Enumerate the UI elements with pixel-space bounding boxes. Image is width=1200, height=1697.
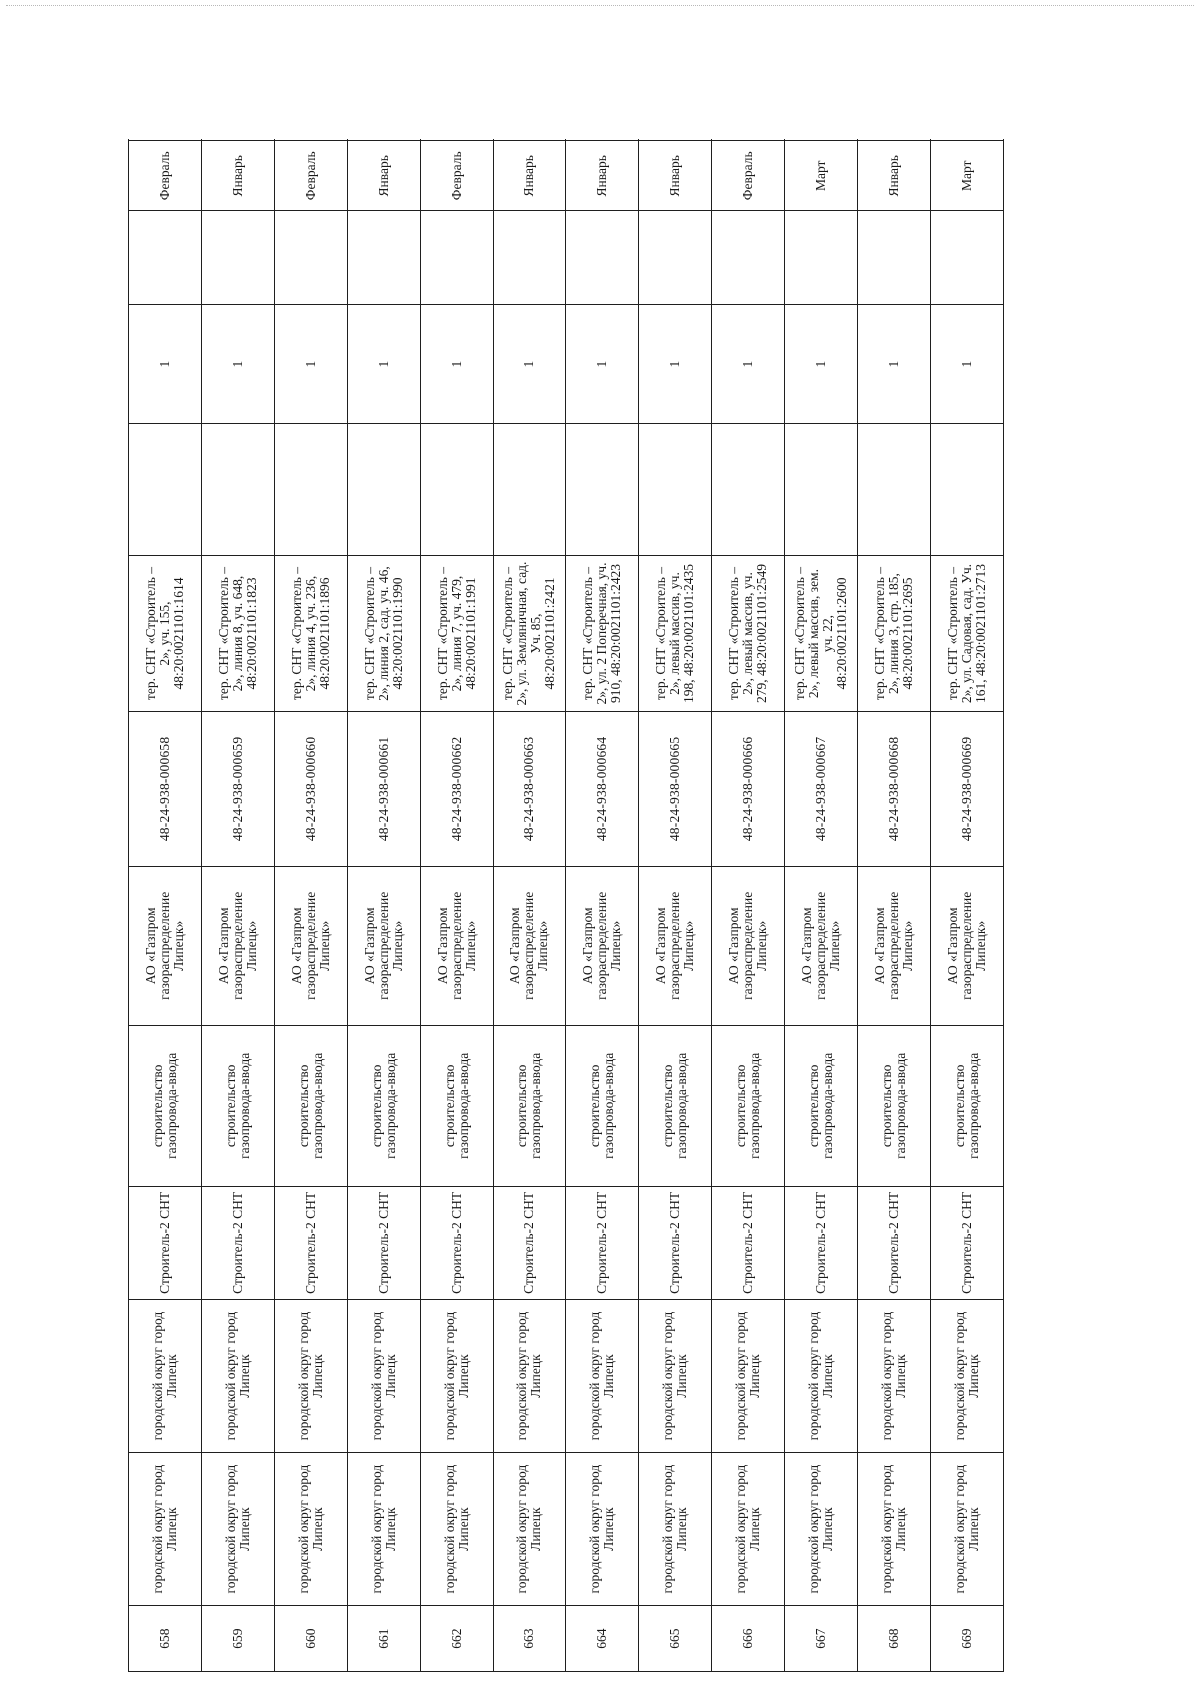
district-cell: городской округ город Липецк bbox=[201, 1453, 274, 1606]
work-type-cell: строительство газопровода-ввода bbox=[930, 1025, 1003, 1186]
work-type-cell: строительство газопровода-ввода bbox=[129, 1025, 202, 1186]
row-number-cell: 664 bbox=[566, 1606, 639, 1672]
row-number-cell: 662 bbox=[420, 1606, 493, 1672]
object-code-cell: 48-24-938-000663 bbox=[493, 712, 566, 867]
table-row bbox=[639, 141, 712, 1672]
row-number-cell: 660 bbox=[274, 1606, 347, 1672]
work-type-cell: строительство газопровода-ввода bbox=[493, 1025, 566, 1186]
settlement-cell: городской округ город Липецк bbox=[785, 1299, 858, 1452]
address-cell: тер. СНТ «Строитель – 2», ул. Земляничная, сад. Уч. 85, 48:20:0021101:2421 bbox=[493, 555, 566, 711]
quantity-cell: 1 bbox=[493, 304, 566, 423]
row-number-cell: 665 bbox=[639, 1606, 712, 1672]
table-row bbox=[858, 141, 931, 1672]
month-cell: Январь bbox=[493, 141, 566, 211]
organization-cell: АО «Газпром газораспределение Липецк» bbox=[712, 866, 785, 1025]
month-cell: Январь bbox=[201, 141, 274, 211]
table-row bbox=[129, 141, 202, 1672]
quantity-cell: 1 bbox=[347, 304, 420, 423]
empty-cell bbox=[930, 424, 1003, 556]
organization-cell: АО «Газпром газораспределение Липецк» bbox=[201, 866, 274, 1025]
empty-cell bbox=[129, 211, 202, 304]
empty-cell bbox=[129, 424, 202, 556]
organization-cell: АО «Газпром газораспределение Липецк» bbox=[639, 866, 712, 1025]
district-cell: городской округ город Липецк bbox=[274, 1453, 347, 1606]
work-type-cell: строительство газопровода-ввода bbox=[347, 1025, 420, 1186]
settlement-cell: городской округ город Липецк bbox=[201, 1299, 274, 1452]
locality-cell: Строитель-2 СНТ bbox=[274, 1186, 347, 1299]
work-type-cell: строительство газопровода-ввода bbox=[712, 1025, 785, 1186]
table-row bbox=[930, 141, 1003, 1672]
district-cell: городской округ город Липецк bbox=[858, 1453, 931, 1606]
gas-connection-register-table bbox=[128, 140, 1004, 1672]
month-cell: Март bbox=[930, 141, 1003, 211]
month-cell: Февраль bbox=[129, 141, 202, 211]
address-cell: тер. СНТ «Строитель – 2», уч. 155, 48:20:0021101:1614 bbox=[129, 555, 202, 711]
object-code-cell: 48-24-938-000661 bbox=[347, 712, 420, 867]
quantity-cell: 1 bbox=[858, 304, 931, 423]
organization-cell: АО «Газпром газораспределение Липецк» bbox=[274, 866, 347, 1025]
empty-cell bbox=[566, 424, 639, 556]
quantity-cell: 1 bbox=[930, 304, 1003, 423]
empty-cell bbox=[201, 211, 274, 304]
empty-cell bbox=[420, 424, 493, 556]
table-row bbox=[201, 141, 274, 1672]
work-type-cell: строительство газопровода-ввода bbox=[785, 1025, 858, 1186]
locality-cell: Строитель-2 СНТ bbox=[201, 1186, 274, 1299]
locality-cell: Строитель-2 СНТ bbox=[129, 1186, 202, 1299]
object-code-cell: 48-24-938-000662 bbox=[420, 712, 493, 867]
work-type-cell: строительство газопровода-ввода bbox=[201, 1025, 274, 1186]
object-code-cell: 48-24-938-000658 bbox=[129, 712, 202, 867]
empty-cell bbox=[493, 424, 566, 556]
settlement-cell: городской округ город Липецк bbox=[930, 1299, 1003, 1452]
month-cell: Февраль bbox=[420, 141, 493, 211]
table-row bbox=[274, 141, 347, 1672]
settlement-cell: городской округ город Липецк bbox=[129, 1299, 202, 1452]
settlement-cell: городской округ город Липецк bbox=[712, 1299, 785, 1452]
row-number-cell: 663 bbox=[493, 1606, 566, 1672]
address-cell: тер. СНТ «Строитель – 2», линия 8, уч. 648, 48:20:0021101:1823 bbox=[201, 555, 274, 711]
month-cell: Январь bbox=[566, 141, 639, 211]
month-cell: Февраль bbox=[274, 141, 347, 211]
table-row bbox=[566, 141, 639, 1672]
settlement-cell: городской округ город Липецк bbox=[274, 1299, 347, 1452]
empty-cell bbox=[712, 424, 785, 556]
work-type-cell: строительство газопровода-ввода bbox=[274, 1025, 347, 1186]
settlement-cell: городской округ город Липецк bbox=[639, 1299, 712, 1452]
object-code-cell: 48-24-938-000659 bbox=[201, 712, 274, 867]
empty-cell bbox=[712, 211, 785, 304]
empty-cell bbox=[785, 211, 858, 304]
object-code-cell: 48-24-938-000669 bbox=[930, 712, 1003, 867]
locality-cell: Строитель-2 СНТ bbox=[420, 1186, 493, 1299]
address-cell: тер. СНТ «Строитель – 2», левый массив, уч. 279, 48:20:0021101:2549 bbox=[712, 555, 785, 711]
row-number-cell: 668 bbox=[858, 1606, 931, 1672]
quantity-cell: 1 bbox=[712, 304, 785, 423]
quantity-cell: 1 bbox=[420, 304, 493, 423]
organization-cell: АО «Газпром газораспределение Липецк» bbox=[129, 866, 202, 1025]
settlement-cell: городской округ город Липецк bbox=[420, 1299, 493, 1452]
table-row bbox=[347, 141, 420, 1672]
quantity-cell: 1 bbox=[129, 304, 202, 423]
row-number-cell: 659 bbox=[201, 1606, 274, 1672]
organization-cell: АО «Газпром газораспределение Липецк» bbox=[347, 866, 420, 1025]
object-code-cell: 48-24-938-000668 bbox=[858, 712, 931, 867]
quantity-cell: 1 bbox=[566, 304, 639, 423]
locality-cell: Строитель-2 СНТ bbox=[566, 1186, 639, 1299]
row-number-cell: 667 bbox=[785, 1606, 858, 1672]
organization-cell: АО «Газпром газораспределение Липецк» bbox=[493, 866, 566, 1025]
district-cell: городской округ город Липецк bbox=[420, 1453, 493, 1606]
empty-cell bbox=[858, 211, 931, 304]
empty-cell bbox=[639, 211, 712, 304]
address-cell: тер. СНТ «Строитель – 2», левый массив, уч. 198, 48:20:0021101:2435 bbox=[639, 555, 712, 711]
district-cell: городской округ город Липецк bbox=[712, 1453, 785, 1606]
organization-cell: АО «Газпром газораспределение Липецк» bbox=[785, 866, 858, 1025]
work-type-cell: строительство газопровода-ввода bbox=[420, 1025, 493, 1186]
row-number-cell: 658 bbox=[129, 1606, 202, 1672]
row-number-cell: 666 bbox=[712, 1606, 785, 1672]
locality-cell: Строитель-2 СНТ bbox=[712, 1186, 785, 1299]
empty-cell bbox=[274, 211, 347, 304]
work-type-cell: строительство газопровода-ввода bbox=[566, 1025, 639, 1186]
locality-cell: Строитель-2 СНТ bbox=[785, 1186, 858, 1299]
object-code-cell: 48-24-938-000667 bbox=[785, 712, 858, 867]
address-cell: тер. СНТ «Строитель – 2», линия 7, уч. 479, 48:20:0021101:1991 bbox=[420, 555, 493, 711]
table-row bbox=[493, 141, 566, 1672]
month-cell: Январь bbox=[639, 141, 712, 211]
district-cell: городской округ город Липецк bbox=[785, 1453, 858, 1606]
work-type-cell: строительство газопровода-ввода bbox=[858, 1025, 931, 1186]
empty-cell bbox=[785, 424, 858, 556]
empty-cell bbox=[566, 211, 639, 304]
locality-cell: Строитель-2 СНТ bbox=[930, 1186, 1003, 1299]
settlement-cell: городской округ город Липецк bbox=[858, 1299, 931, 1452]
month-cell: Март bbox=[785, 141, 858, 211]
empty-cell bbox=[858, 424, 931, 556]
address-cell: тер. СНТ «Строитель – 2», линия 4, уч. 236, 48:20:0021101:1896 bbox=[274, 555, 347, 711]
object-code-cell: 48-24-938-000666 bbox=[712, 712, 785, 867]
quantity-cell: 1 bbox=[639, 304, 712, 423]
district-cell: городской округ город Липецк bbox=[930, 1453, 1003, 1606]
month-cell: Февраль bbox=[712, 141, 785, 211]
district-cell: городской округ город Липецк bbox=[347, 1453, 420, 1606]
object-code-cell: 48-24-938-000660 bbox=[274, 712, 347, 867]
organization-cell: АО «Газпром газораспределение Липецк» bbox=[930, 866, 1003, 1025]
settlement-cell: городской округ город Липецк bbox=[347, 1299, 420, 1452]
empty-cell bbox=[420, 211, 493, 304]
row-number-cell: 661 bbox=[347, 1606, 420, 1672]
address-cell: тер. СНТ «Строитель – 2», ул. Садовая, сад. Уч. 161, 48:20:0021101:2713 bbox=[930, 555, 1003, 711]
month-cell: Январь bbox=[347, 141, 420, 211]
district-cell: городской округ город Липецк bbox=[566, 1453, 639, 1606]
district-cell: городской округ город Липецк bbox=[639, 1453, 712, 1606]
organization-cell: АО «Газпром газораспределение Липецк» bbox=[858, 866, 931, 1025]
address-cell: тер. СНТ «Строитель – 2», линия 3, стр. 185, 48:20:0021101:2695 bbox=[858, 555, 931, 711]
empty-cell bbox=[347, 424, 420, 556]
locality-cell: Строитель-2 СНТ bbox=[639, 1186, 712, 1299]
row-number-cell: 669 bbox=[930, 1606, 1003, 1672]
address-cell: тер. СНТ «Строитель – 2», ул. 2 Поперечная, уч. 910, 48:20:0021101:2423 bbox=[566, 555, 639, 711]
locality-cell: Строитель-2 СНТ bbox=[858, 1186, 931, 1299]
address-cell: тер. СНТ «Строитель – 2», левый массив, зем. уч. 22, 48:20:0021101:2600 bbox=[785, 555, 858, 711]
table-body bbox=[129, 141, 1004, 1672]
table-row bbox=[712, 141, 785, 1672]
organization-cell: АО «Газпром газораспределение Липецк» bbox=[420, 866, 493, 1025]
quantity-cell: 1 bbox=[274, 304, 347, 423]
district-cell: городской округ город Липецк bbox=[493, 1453, 566, 1606]
empty-cell bbox=[347, 211, 420, 304]
empty-cell bbox=[930, 211, 1003, 304]
address-cell: тер. СНТ «Строитель – 2», линия 2, сад. уч. 46, 48:20:0021101:1990 bbox=[347, 555, 420, 711]
table-row bbox=[785, 141, 858, 1672]
district-cell: городской округ город Липецк bbox=[129, 1453, 202, 1606]
empty-cell bbox=[201, 424, 274, 556]
settlement-cell: городской округ город Липецк bbox=[493, 1299, 566, 1452]
empty-cell bbox=[493, 211, 566, 304]
empty-cell bbox=[639, 424, 712, 556]
table-row bbox=[420, 141, 493, 1672]
quantity-cell: 1 bbox=[785, 304, 858, 423]
locality-cell: Строитель-2 СНТ bbox=[347, 1186, 420, 1299]
locality-cell: Строитель-2 СНТ bbox=[493, 1186, 566, 1299]
rotated-sheet bbox=[128, 140, 1004, 1672]
object-code-cell: 48-24-938-000665 bbox=[639, 712, 712, 867]
work-type-cell: строительство газопровода-ввода bbox=[639, 1025, 712, 1186]
scan-edge-line bbox=[6, 5, 1194, 6]
organization-cell: АО «Газпром газораспределение Липецк» bbox=[566, 866, 639, 1025]
object-code-cell: 48-24-938-000664 bbox=[566, 712, 639, 867]
empty-cell bbox=[274, 424, 347, 556]
month-cell: Январь bbox=[858, 141, 931, 211]
settlement-cell: городской округ город Липецк bbox=[566, 1299, 639, 1452]
quantity-cell: 1 bbox=[201, 304, 274, 423]
